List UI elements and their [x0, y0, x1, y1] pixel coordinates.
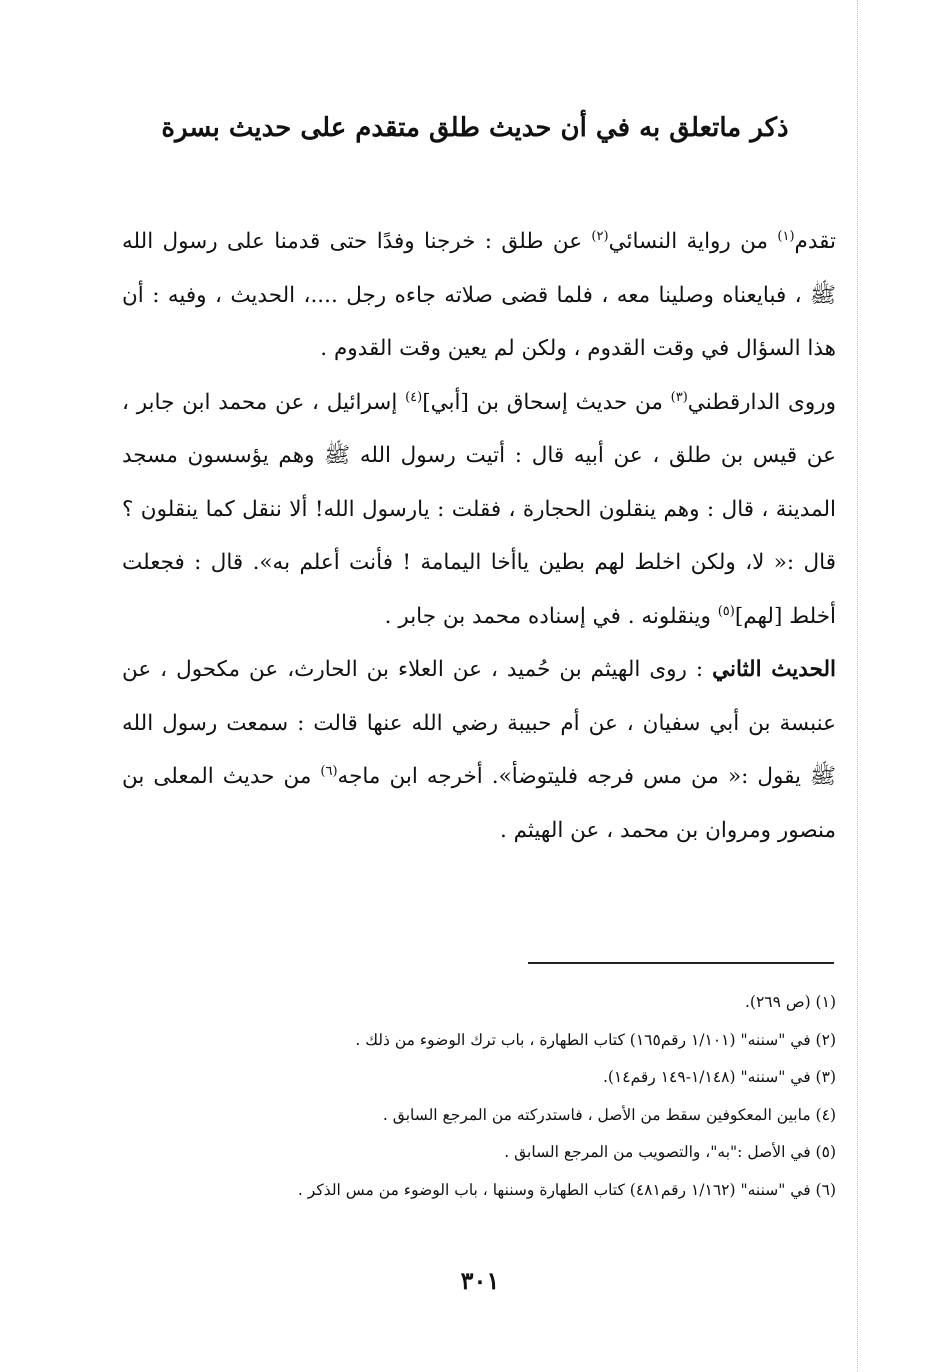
main-text [122, 215, 836, 857]
paragraph-text: من رواية النسائي [608, 229, 778, 254]
footnote-ref-5[interactable]: (٥) [717, 603, 735, 619]
footnote-ref-6[interactable]: (٦) [320, 763, 338, 779]
page-number: ٣٠١ [460, 1266, 500, 1295]
section-lead: الحديث الثاني [712, 657, 836, 682]
footnote-5: (٥) في الأصل :"به"، والتصويب من المرجع السابق . [504, 1143, 836, 1161]
paragraph-text: تقدم [794, 229, 836, 254]
footnote-4: (٤) مابين المعكوفين سقط من الأصل ، فاستدركته من المرجع السابق . [382, 1105, 836, 1124]
paragraph-text: : روى الهيثم بن حُميد ، عن العلاء بن الحارث، عن مكحول ، عن عنبسة بن أبي سفيان ، عن أم حبيبة رضي الله عنها قالت : سمعت رسول الله ﷺ يقول :« من مس فرجه فليتوضأ». أخرجه ابن ماجه [122, 657, 836, 789]
page-title: ذكر ماتعلق به في أن حديث طلق متقدم على حديث بسرة [161, 113, 789, 143]
footnote-6: (٦) في "سننه" (١/١٦٢ رقم٤٨١) كتاب الطهارة وسننها ، باب الوضوء من مس الذكر . [297, 1180, 836, 1199]
paragraph-2 [122, 376, 836, 644]
footnote-1: (١) (ص ٢٦٩). [744, 993, 836, 1011]
footnote-ref-2[interactable]: (٢) [591, 228, 609, 244]
paragraph-1 [122, 215, 836, 376]
footnote-ref-1[interactable]: (١) [777, 228, 795, 244]
paragraph-3 [122, 643, 836, 857]
footnote-ref-4[interactable]: (٤) [405, 389, 423, 405]
footnote-separator [528, 962, 834, 964]
footnote-2: (٢) في "سننه" (١/١٠١ رقم١٦٥) كتاب الطهارة ، باب ترك الوضوء من ذلك . [355, 1030, 836, 1049]
paragraph-text: من حديث إسحاق بن [أبي] [422, 389, 671, 415]
footnote-3: (٣) في "سننه" (١/١٤٨-١٤٩ رقم١٤). [602, 1068, 836, 1086]
footnotes-list [120, 984, 836, 1209]
footnote-ref-3[interactable]: (٣) [670, 389, 688, 405]
paragraph-text: إسرائيل ، عن محمد ابن جابر ، عن قيس بن طلق ، عن أبيه قال : أتيت رسول الله ﷺ وهم يؤسسون مسجد المدينة ، قال : وهم ينقلون الحجارة ، فقلت : يارسول الله! ألا ننقل كما ينقلون ؟ قال :« لا، ولكن اخلط لهم بطين ياأخا اليمامة ! فأنت أعلم به». قال : فجعلت أخلط [لهم] [122, 389, 836, 629]
scan-edge-line [857, 0, 858, 1372]
paragraph-text: وينقلونه . في إسناده محمد بن جابر . [384, 603, 718, 629]
paragraph-text: وروى الدارقطني [687, 389, 836, 415]
paragraph-text: من حديث المعلى بن منصور ومروان بن محمد ، عن الهيثم . [122, 764, 836, 843]
paragraph-text: عن طلق : خرجنا وفدًا حتى قدمنا على رسول الله ﷺ ، فبايعناه وصلينا معه ، فلما قضى صلاته جاءه رجل ....، الحديث ، وفيه : أن هذا السؤال في وقت القدوم ، ولكن لم يعين وقت القدوم . [122, 229, 836, 361]
